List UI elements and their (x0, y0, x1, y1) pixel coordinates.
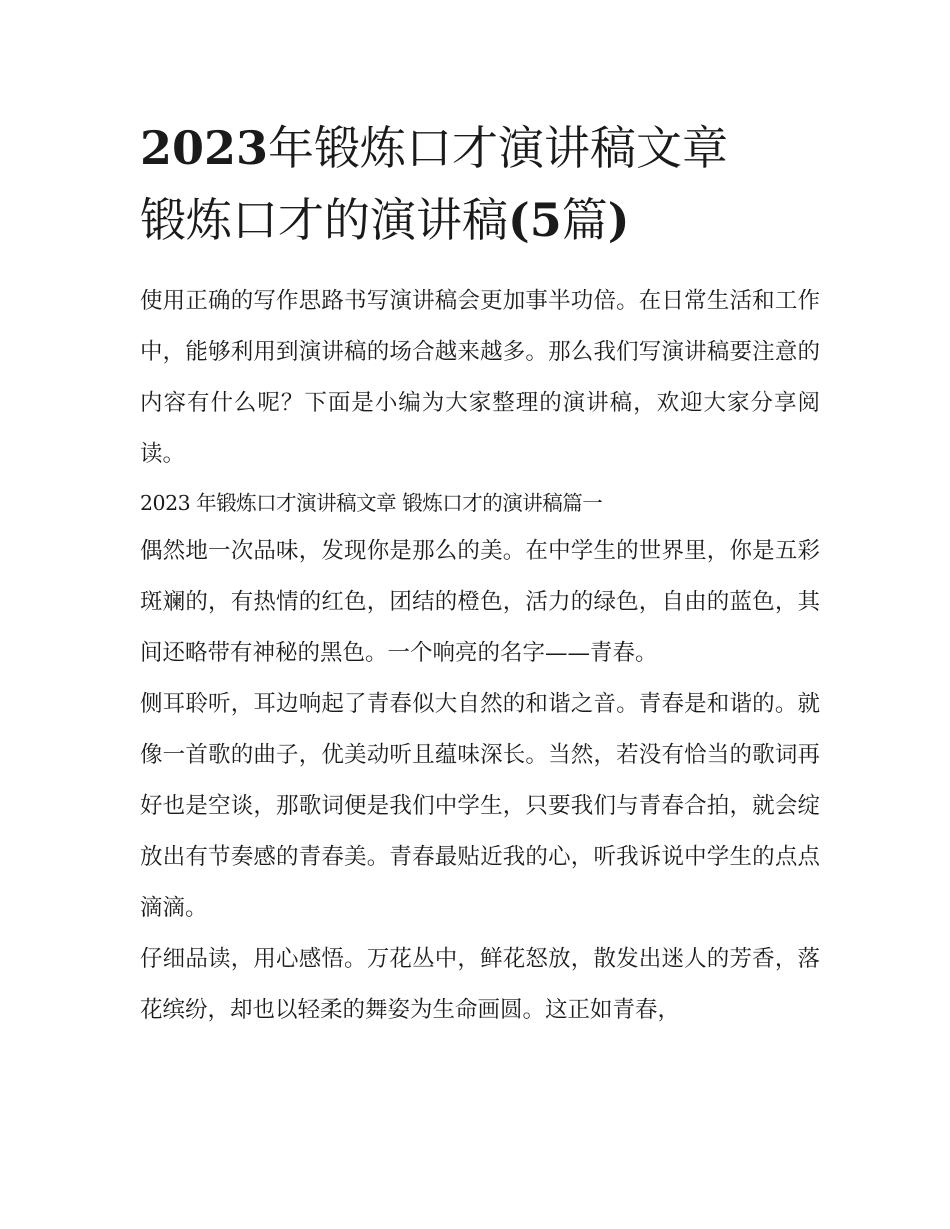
title-count-unit: 篇 (561, 193, 608, 247)
title-line-2-text: 锻炼口才的演讲稿 (140, 193, 508, 247)
title-count-close: ) (607, 193, 630, 247)
title-count-open: (5 (508, 193, 562, 247)
title-year: 2023 (140, 121, 269, 175)
title-line-1-text: 年锻炼口才演讲稿文章 (268, 121, 729, 175)
body-paragraph: 偶然地一次品味，发现你是那么的美。在中学生的世界里，你是五彩斑斓的，有热情的红色，团结的橙色，活力的绿色，自由的蓝色，其间还略带有神秘的黑色。一个响亮的名字——青春。 (140, 538, 820, 666)
section-heading: 2023 年锻炼口才演讲稿文章 锻炼口才的演讲稿篇一 (140, 491, 603, 515)
document-title (140, 112, 820, 256)
body-paragraph: 侧耳聆听，耳边响起了青春似大自然的和谐之音。青春是和谐的。就像一首歌的曲子，优美动听且蕴味深长。当然，若没有恰当的歌词再好也是空谈，那歌词便是我们中学生，只要我们与青春合拍，就会绽放出有节奏感的青春美。青春最贴近我的心，听我诉说中学生的点点滴滴。 (140, 691, 820, 921)
title-line-1 (140, 112, 820, 184)
document-body (140, 276, 820, 1036)
body-paragraph: 仔细品读，用心感悟。万花丛中，鲜花怒放，散发出迷人的芳香，落花缤纷，却也以轻柔的舞姿为生命画圆。这正如青春， (140, 946, 820, 1023)
title-line-2 (140, 184, 820, 256)
document-page (140, 112, 820, 1036)
intro-paragraph: 使用正确的写作思路书写演讲稿会更加事半功倍。在日常生活和工作中，能够利用到演讲稿的场合越来越多。那么我们写演讲稿要注意的内容有什么呢？下面是小编为大家整理的演讲稿，欢迎大家分享阅读。 (140, 288, 820, 467)
